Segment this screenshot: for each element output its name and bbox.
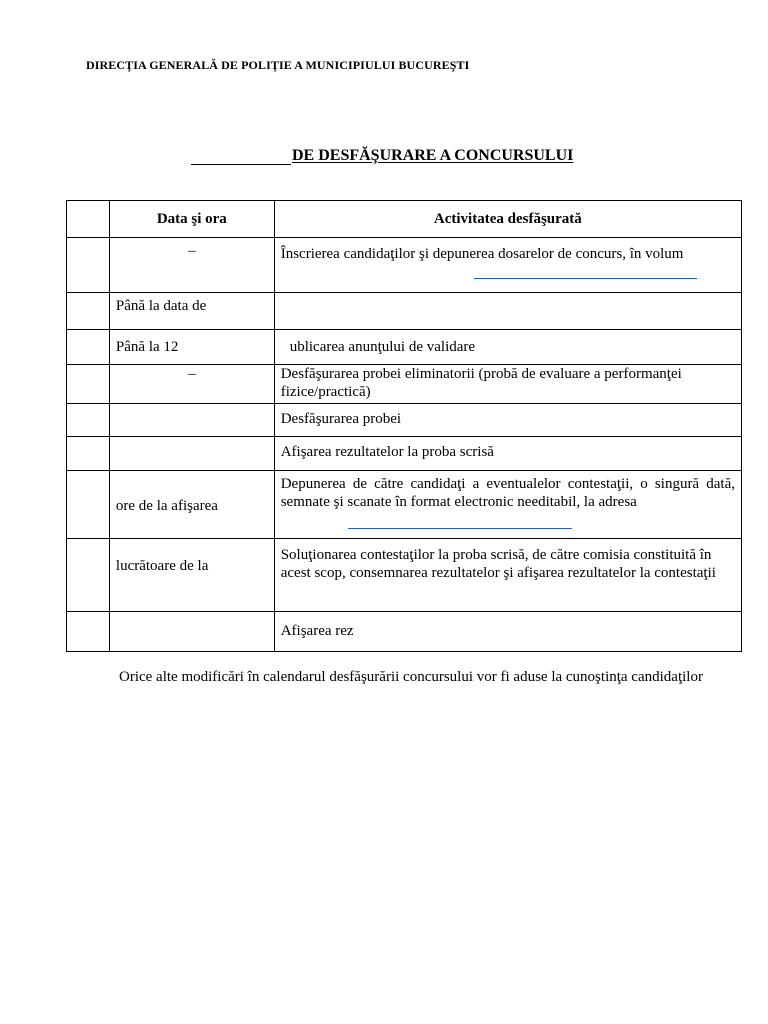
header-date: Data şi ora xyxy=(109,201,274,238)
row-date xyxy=(109,293,274,330)
row-activity xyxy=(274,612,741,652)
institution-header: DIRECŢIA GENERALĂ DE POLIŢIE A MUNICIPIULUI BUCUREŞTI xyxy=(86,58,470,72)
date-text: – xyxy=(188,366,196,382)
date-text: lucrătoare de la xyxy=(115,558,209,574)
table-row xyxy=(67,612,742,652)
row-activity xyxy=(274,471,741,539)
row-index xyxy=(67,471,110,539)
table-row xyxy=(67,437,742,471)
activity-text: Afişarea rezultatelor la proba scrisă xyxy=(280,444,494,460)
activity-text: Afişarea rez xyxy=(280,623,354,639)
table-row xyxy=(67,539,742,612)
header-activity: Activitatea desfăşurată xyxy=(274,201,741,238)
activity-text: ublicarea anunţului de validare xyxy=(289,339,476,355)
row-index xyxy=(67,330,110,365)
activity-text: Soluţionarea contestaţilor la proba scrisă, de către comisia constituită în acest scop, consemnarea rezultatelor şi afişarea rezultatelor la contestaţii xyxy=(280,547,716,581)
row-activity xyxy=(274,437,741,471)
date-text: Până la data de xyxy=(115,298,207,314)
row-date xyxy=(109,539,274,612)
row-date xyxy=(109,365,274,404)
header-index xyxy=(67,201,110,238)
row-activity xyxy=(274,293,741,330)
row-index xyxy=(67,437,110,471)
table-row xyxy=(67,293,742,330)
row-date xyxy=(109,612,274,652)
table-row xyxy=(67,471,742,539)
link-underline[interactable] xyxy=(474,278,697,279)
title-block xyxy=(191,147,631,167)
row-date xyxy=(109,404,274,437)
table-header-row xyxy=(67,201,742,238)
row-index xyxy=(67,612,110,652)
row-date xyxy=(109,471,274,539)
row-date xyxy=(109,330,274,365)
activity-text: Depunerea de către candidaţi a eventualelor contestaţii, o singură dată, semnate şi scanate în format electronic needitabil, la adresa xyxy=(280,476,735,510)
row-index xyxy=(67,238,110,293)
row-activity xyxy=(274,238,741,293)
row-activity xyxy=(274,330,741,365)
table-row xyxy=(67,330,742,365)
row-index xyxy=(67,365,110,404)
table-row xyxy=(67,365,742,404)
activity-text: Înscrierea candidaţilor şi depunerea dosarelor de concurs, în volum xyxy=(280,246,684,262)
table-row xyxy=(67,404,742,437)
table-row xyxy=(67,238,742,293)
closing-paragraph: Orice alte modificări în calendarul desfăşurării concursului vor fi aduse la cunoştinţa candidaţilor xyxy=(119,669,703,685)
row-date xyxy=(109,437,274,471)
activity-text: Desfăşurarea probei xyxy=(280,411,402,427)
schedule-table xyxy=(66,200,742,652)
document-title: DE DESFĂŞURARE A CONCURSULUI xyxy=(292,147,574,164)
activity-text: Desfăşurarea probei eliminatorii (probă de evaluare a performanţei fizice/practică) xyxy=(280,366,682,400)
link-underline[interactable] xyxy=(348,528,572,529)
row-index xyxy=(67,539,110,612)
date-text: Până la 12 xyxy=(115,339,179,355)
date-text: ore de la afişarea xyxy=(115,497,218,514)
title-blank-line xyxy=(191,164,291,165)
date-text: – xyxy=(188,243,196,259)
row-index xyxy=(67,293,110,330)
row-activity xyxy=(274,404,741,437)
row-date xyxy=(109,238,274,293)
row-activity xyxy=(274,539,741,612)
row-index xyxy=(67,404,110,437)
row-activity xyxy=(274,365,741,404)
